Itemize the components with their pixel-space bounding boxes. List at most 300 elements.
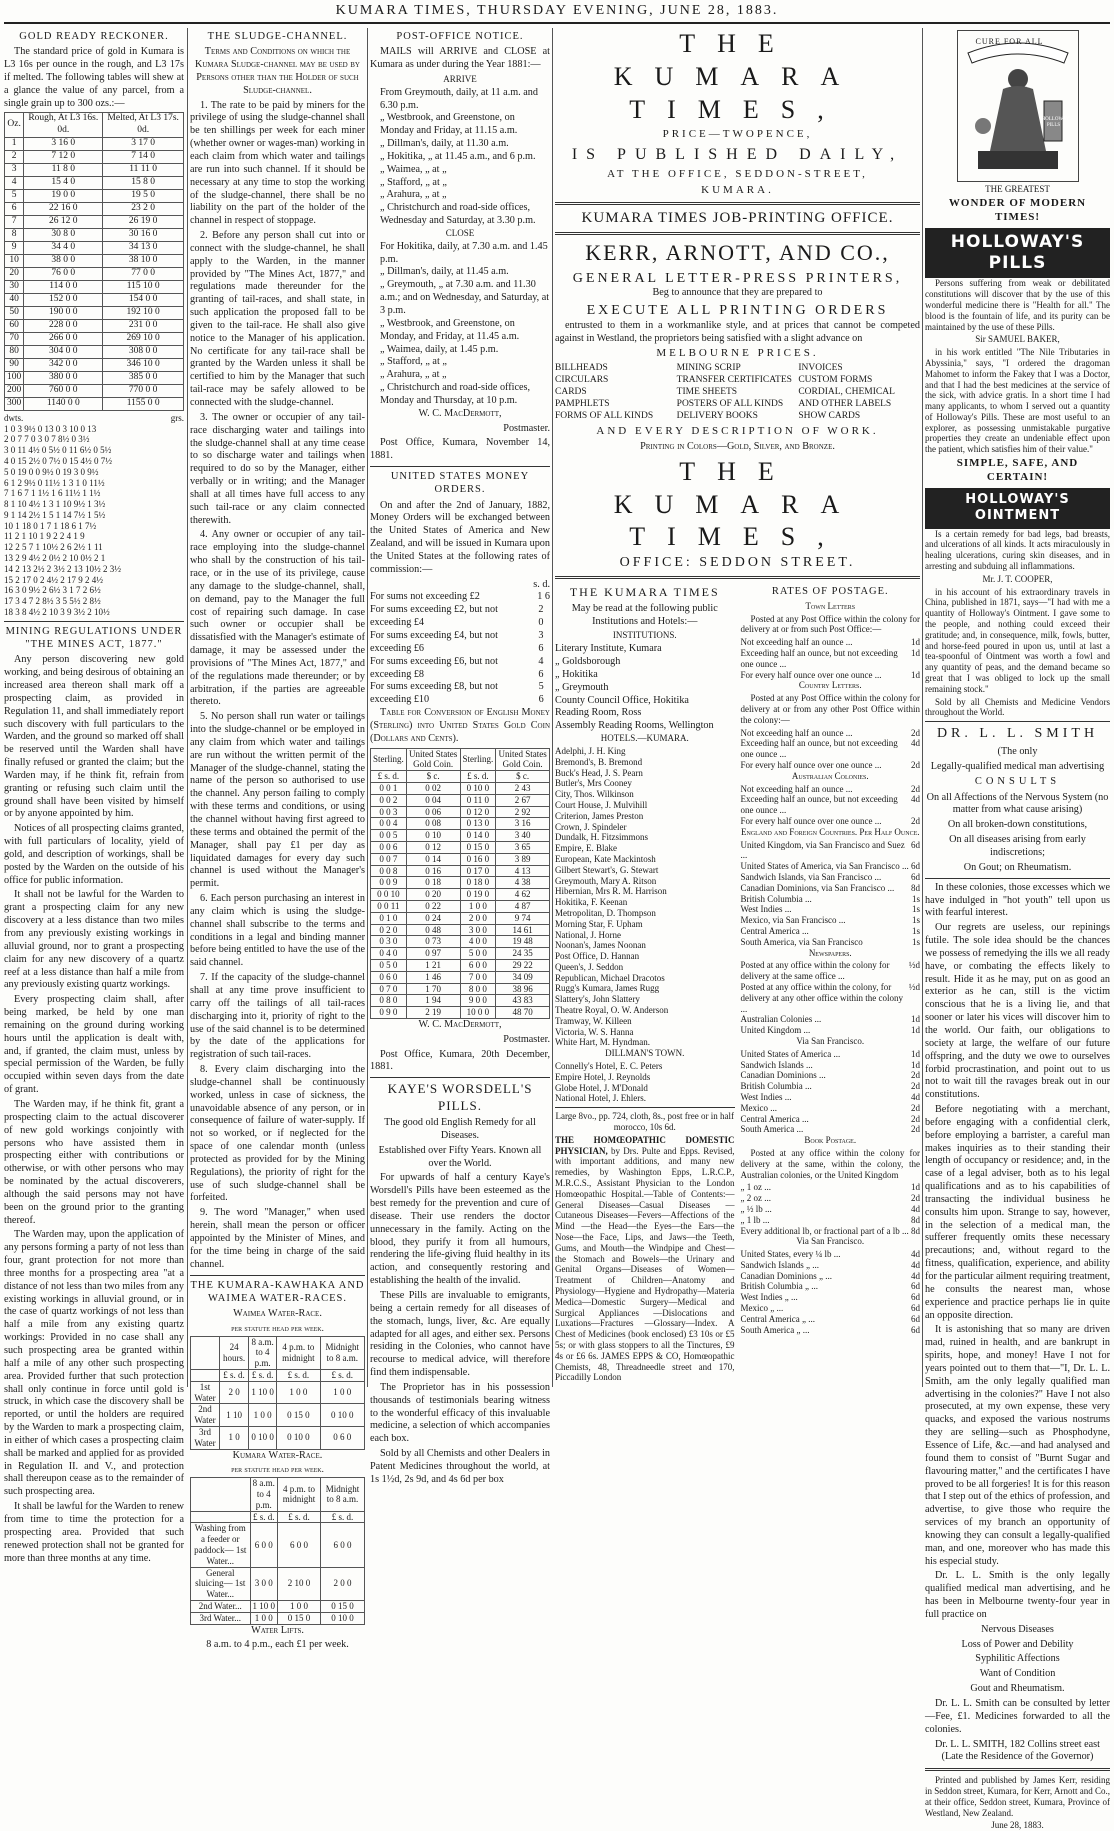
paper-office-2: OFFICE: SEDDON STREET. (619, 555, 856, 571)
table-cell: 0 08 (406, 818, 460, 830)
rate-value: 2d (911, 1113, 920, 1124)
table-cell: 1 10 0 (250, 1600, 278, 1612)
list-item: National, J. Horne (555, 929, 621, 940)
table-row (371, 877, 550, 889)
table-cell: 10 (5, 255, 24, 268)
paper-title-2: THE KUMARA TIMES, (613, 456, 862, 552)
rate-label: „ 1 lb ... (740, 1214, 770, 1225)
rate-value: 1s (911, 915, 920, 926)
list-item: European, Kate Mackintosh (555, 853, 656, 864)
table-cell: 0 19 0 (460, 889, 496, 901)
rate-row (741, 760, 921, 771)
table-cell: 114 0 0 (24, 281, 103, 294)
kaye-paragraph: Sold by all Chemists and other Dealers in Patent Medicines throughout the world, at 1s 1½d, 2s 9d, and 4s 6d per box (370, 1448, 550, 1485)
table-cell: 770 0 0 (103, 384, 184, 397)
rate-label: „ 1 oz ... (740, 1182, 771, 1193)
table-cell: 0 0 2 (371, 794, 407, 806)
table-cell: 6 0 0 (460, 959, 496, 971)
sludge-paragraph: 8. Every claim discharging into the sludge-channel shall be continuously worked, unless in case of sickness, the unavoidable absence of any person, or in consequence of failure of water-supply. If not so worked, or if neglected for the space of one calendar month (unless protected as provided for by the Mining Regulations), the priority of right for the use of such sludge-channel shall be forfeited. (190, 1064, 365, 1204)
rate-label: West Indies ... (740, 1091, 792, 1102)
table-cell: 0 12 0 (460, 806, 496, 818)
list-item: Dundalk, H. Fitzsimmons (555, 832, 649, 843)
table-row (371, 830, 550, 842)
consult-line: On Gout; on Rheumatism. (963, 861, 1072, 873)
table-row (371, 936, 550, 948)
rate-row (741, 1249, 921, 1260)
waimea-rate-title: Waimea Water-Race. (233, 1307, 322, 1319)
table-header: United States Gold Coin. (406, 748, 460, 771)
paper-town: KUMARA. (701, 184, 774, 197)
table-row (5, 306, 184, 319)
rate-label: Central America ... (740, 925, 809, 936)
table-header: Midnight to 8 a.m. (321, 1478, 365, 1511)
rate-value: 6d (911, 1313, 920, 1324)
kaye-paragraph: The Proprietor has in his possession thousands of testimonials bearing witness to the wonderful efficacy of this invaluable medicine, a selection of which accompanies each box. (370, 1381, 550, 1445)
table-cell: £ s. d. (371, 771, 407, 783)
table-cell: 10 0 0 (460, 1007, 496, 1019)
every-additional-value: 8d (911, 1225, 920, 1236)
rate-row (741, 1325, 921, 1336)
rate-row (741, 1260, 921, 1271)
rate-value: 1d (911, 637, 920, 648)
kaye-pills-title: KAYE'S WORSDELL'S PILLS. (387, 1081, 533, 1113)
table-row (371, 924, 550, 936)
table-cell: 7 0 0 (460, 971, 496, 983)
rate-label: British Columbia „ ... (740, 1281, 818, 1292)
table-cell: 1 46 (406, 971, 460, 983)
table-cell: 0 13 0 (460, 818, 496, 830)
rate-row (741, 894, 921, 905)
baker-text: in his work entitled "The Nile Tributaries in Abyssinia," says, "I ordered the dragoman Mahomet to inform the Fakey that I was a Doctor, and that I had the best medicines at the service of the sick, with advice gratis. In a short time I had many applicants, to whom I served out a quantity of Holloway's Pills. These are most useful to an explorer, as possessing unmistakable purgative properties they create an undeniable effect upon the patient, which satisfies him of their value." (925, 347, 1110, 455)
table-cell: 0 0 9 (371, 877, 407, 889)
table-cell: 0 5 0 (371, 959, 407, 971)
table-cell: 1155 0 0 (103, 397, 184, 410)
rate-label: Exceeding half an ounce, but not exceeding one ounce ... (740, 738, 898, 760)
table-cell: 20 (5, 268, 24, 281)
list-item: Globe Hotel, J. M'Donald (555, 1082, 648, 1093)
list-item: Hokitika, F. Keenan (555, 897, 628, 908)
table-row (371, 853, 550, 865)
table-row (5, 281, 184, 294)
rate-row (741, 1303, 921, 1314)
mining-paragraph: Notices of all prospecting claims granted, with full particulars of locality, yield of gold, and description of workings, shall be posted by the Warden on the outside of his office for public information. (4, 823, 184, 886)
table-header-row (191, 1336, 365, 1369)
table-cell: 0 11 0 (460, 794, 496, 806)
dwts-row: 13 2 9 4½ 2 0½ 2 10 0½ 2 1 (4, 553, 106, 564)
rate-row (741, 794, 921, 816)
printing-item: BILLHEADS (555, 363, 608, 374)
rate-label: South America „ ... (740, 1324, 810, 1335)
rate-label: Posted at any office within the colony for delivery at the same office ... (740, 960, 890, 982)
table-cell: 8 (5, 229, 24, 242)
rate-label: Australian Colonies ... (740, 1014, 822, 1025)
table-cell: 50 (5, 306, 24, 319)
table-row (5, 203, 184, 216)
cooper-text: in his account of his extraordinary travels in China, published in 1871, says—"I had with me a quantity of Holloway's Ointment. I gave some to the people, and nothing could exceed their gratitude; and, in consequence, milk, fowls, butter, and horse-feed poured in upon us, until at last a tea-spoonful of Ointment was worth a fowl and any quantity of peas, and the demand became so great that I was obliged to lock up the small remaining stock." (925, 586, 1110, 694)
rate-label: For sums not exceeding £2 (370, 591, 480, 603)
homeo-text: by Drs. Pulte and Epps. Revised, with important additions, and many new remedies, by Washington Epps, L.R.C.P., M.R.C.S., Assistant Physician to the London Homœopathic Hospital.—Table of Contents:—General Diseases—Casual Diseases — Cutaneous Diseases—Fevers—Affections of the Mind —the Head—the Eyes—the Ears—the Nose—the Face, Lips, and Jaws—the Teeth, Gums, and Mouth—the Windpipe and Chest—the Stomach and Bowels—the Urinary and Genital Organs—Diseases of Women—Treatment of Children—Anatomy and Physiology—Hygiene and Hydropathy—Materia Medica—Domestic Surgery—Medical and Surgical Appliances —Dislocations and Luxations—Fractures —Glossary—Index. A Chest of Medicines (book enclosed) £3 10s or £5 5s; or with glass stoppers to all the Tinctures, £9 4s or £6 6s. JAMES EPPS & CO, Homœopathic Chemists, 48, Threadneedle street and 170, Piccadilly London (555, 1145, 735, 1383)
table-cell: 228 0 0 (24, 319, 103, 332)
table-cell: 24 35 (496, 948, 550, 960)
table-row (371, 971, 550, 983)
rate-value: 1d (911, 648, 920, 659)
column-gold-reckoner (4, 28, 184, 1564)
table-row (371, 841, 550, 853)
list-item: Butler's, Mrs Cooney (555, 778, 632, 789)
per-head-label: per statute head per week. (231, 1322, 324, 1333)
table-row (191, 1426, 365, 1449)
table-cell: 3 16 0 (24, 138, 103, 151)
list-item: Reading Room, Ross (555, 707, 642, 719)
table-cell: 6 0 0 (321, 1523, 365, 1567)
rate-label: United Kingdom ... (740, 1025, 811, 1036)
sludge-paragraph: 9. The word "Manager," when used herein, shall mean the person or officer appointed by the Minister of Mines, and for the time being in charge of the said channel. (190, 1207, 365, 1270)
table-header: 4 p.m. to midnight (277, 1336, 320, 1369)
column-divider (922, 28, 923, 1387)
rate-value: 5 6 (538, 681, 544, 706)
rate-value: 4d (911, 1091, 920, 1102)
list-item: National Hotel, J. Ehlers. (555, 1093, 646, 1104)
rate-label: Sandwich Islands, via San Francisco ... (740, 872, 882, 882)
column-divider (552, 28, 553, 1387)
table-cell: 8 0 0 (460, 983, 496, 995)
table-cell: 300 (5, 397, 24, 410)
rate-value: 8d (911, 1214, 920, 1225)
print-date: June 28, 1883. (991, 1820, 1044, 1831)
baker-head: Sir SAMUEL BAKER, (975, 334, 1060, 345)
table-header (191, 1478, 251, 1511)
rate-row (741, 960, 921, 982)
list-item: Post Office, D. Hannan (555, 951, 640, 962)
entrusted-text: entrusted to them in a workmanlike style, and at prices that cannot be competed against in Westland, the proprietors being satisfied with a slight advance on (555, 319, 920, 344)
holloway-emblem (957, 30, 1079, 182)
table-cell: 2 0 0 (460, 912, 496, 924)
table-cell: 0 17 0 (460, 865, 496, 877)
table-cell: 38 10 0 (103, 255, 184, 268)
rate-row (741, 926, 921, 937)
country-intro: Posted at any Post Office within the colony for delivery at or from any other Post Office within the colony:— (740, 693, 920, 725)
dillman-label: DILLMAN'S TOWN. (605, 1048, 685, 1059)
table-header: Rough, At L3 16s. 0d. (24, 113, 103, 138)
rate-value: 4d (911, 1259, 920, 1270)
list-item: Queen's, J. Seddon (555, 961, 624, 972)
table-cell: 231 0 0 (103, 319, 184, 332)
list-item: Metropolitan, D. Thompson (555, 907, 656, 918)
table-cell: 1 0 0 (320, 1381, 364, 1404)
smith-title: DR. L. L. SMITH (936, 726, 1099, 742)
cooper-head: Mr. J. T. COOPER, (982, 573, 1053, 584)
rates-postage-title: RATES OF POSTAGE. (771, 585, 889, 597)
table-row (371, 806, 550, 818)
rate-row (741, 738, 921, 760)
money-orders-title: UNITED STATES MONEY ORDERS. (390, 471, 530, 496)
dwts-header: dwts. (4, 412, 24, 423)
arrive-item: „ Hokitika, „ at 11.45 a.m., and 6 p.m. (380, 150, 536, 162)
table-cell: 0 24 (406, 912, 460, 924)
rate-value: 1s (911, 893, 920, 904)
hotels-label: HOTELS.—KUMARA. (600, 733, 689, 744)
table-cell: 30 16 0 (103, 229, 184, 242)
table-row (5, 229, 184, 242)
table-row (5, 138, 184, 151)
rate-label: British Columbia ... (740, 1081, 812, 1092)
arrive-item: „ Stafford, „ at „ (380, 176, 447, 188)
table-cell: 1 70 (406, 983, 460, 995)
beg-announce: Beg to announce that they are prepared to (652, 287, 823, 299)
rate-row (741, 1271, 921, 1282)
rate-row (741, 728, 921, 739)
table-row (371, 794, 550, 806)
sludge-paragraph: 2. Before any person shall cut into or connect with the sludge-channel, he shall apply to the Warden, in the manner provided by "The Mines Act, 1877," and regulations made thereunder for the granting of tail-races, and shall state, in such application the proposed fall to be given to the tail-race. He shall also give notice to the Manager of his application. No certificate for any tail-race shall be granted by the Warden unless it shall be certified to him by the Manager that such tail-race may be safely allowed to be connected with the sludge-channel. (190, 230, 365, 408)
newspapers-label: Newspapers. (808, 947, 852, 958)
column-divider (187, 28, 188, 1387)
printing-item: DELIVERY BOOKS (676, 411, 758, 422)
table-cell: 308 0 0 (103, 345, 184, 358)
mining-paragraph: It shall be lawful for the Warden to renew from time to time the protection for a prospecting area. Provided that such renewed protection shall not be granted for more than three months at any time. (4, 1501, 184, 1564)
table-cell: 15 8 0 (103, 177, 184, 190)
list-item: White Hart, M. Hyndman. (555, 1037, 650, 1048)
rate-label: South America ... (740, 1124, 804, 1135)
emblem-motto: CURE FOR ALL (975, 37, 1044, 46)
table-row (5, 190, 184, 203)
table-cell: 2 92 (496, 806, 550, 818)
table-cell: 26 19 0 (103, 216, 184, 229)
rate-row (741, 883, 921, 894)
dwts-row: 11 2 1 10 1 9 2 2 4 1 9 (4, 531, 85, 542)
table-row (5, 332, 184, 345)
rate-value: 6d (911, 1324, 920, 1335)
printing-item: FORMS OF ALL KINDS (555, 411, 654, 422)
post-intro: MAILS will ARRIVE and CLOSE at Kumara as under during the Year 1881:— (370, 46, 550, 71)
table-cell: 1 0 (219, 1426, 248, 1449)
rate-label: Mexico ... (740, 1102, 777, 1113)
kt-read-head: THE KUMARA TIMES (569, 584, 720, 599)
rate-value: 2d (911, 1081, 920, 1092)
table-row (5, 345, 184, 358)
holloway-ointment-banner: HOLLOWAY'S OINTMENT (925, 488, 1110, 529)
printing-item: CARDS (555, 387, 587, 398)
close-item: „ Arahura, „ at „ (380, 369, 447, 381)
smith-paragraph: Our regrets are useless, our repinings futile. The sole idea should be the chances we possess of remedying the ills we all ready have, or combating the effects likely to result. Hide it as he may, put on as good an exterior as he can, still is the victim conscious that he is a living lie, and that sooner or later his vices will discover him to the world. Our faith, our obligations to society at large, the welfare of our future offspring, and the duty we owe to ourselves forbid procrastination, and point out to us not to wait till the ravages break out in our constitutions. (925, 922, 1110, 1101)
table-row (5, 177, 184, 190)
rate-row (741, 1070, 921, 1081)
mining-paragraph: Every prospecting claim shall, after being marked, be held by one man remaining on the ground during working hours until the application is dealt with, and, if granted, the claim must, unless by special permission of the Warden, be fully occupied within seven days from the date of grant. (4, 994, 184, 1096)
printed-by: Printed and published by James Kerr, residing in Seddon street, Kumara, for Kerr, Arnott and Co., at their office, Seddon street, Kumara, Province of Westland, New Zealand. (925, 1775, 1110, 1818)
table-cell: 9 (5, 242, 24, 255)
printing-item: CORDIAL, CHEMICAL (798, 387, 895, 398)
list-item: Assembly Reading Rooms, Wellington (555, 720, 714, 732)
table-row (191, 1370, 365, 1382)
table-cell: 0 73 (406, 936, 460, 948)
via-sf: Via San Francisco. (796, 1035, 865, 1046)
table-row (5, 294, 184, 307)
rate-value: 4 6 (538, 655, 544, 680)
dwts-row: 14 2 13 2½ 2 3½ 2 13 10½ 2 3½ (4, 563, 121, 574)
column-post-office (370, 28, 550, 1485)
table-cell: 80 (5, 345, 24, 358)
waimea-table (190, 1336, 365, 1450)
consult-line: On all Affections of the Nervous System (no matter from what cause arising) (926, 791, 1109, 816)
table-cell: 1 (5, 138, 24, 151)
paper-title: THE KUMARA TIMES, (613, 29, 862, 124)
table-cell: 2 67 (496, 794, 550, 806)
sludge-paragraph: 4. Any owner or occupier of any tail-race employing into the sludge-channel who shall by the construction of his tail-race, or in the use of its privilege, cause any damage to the sludge-channel, shall, on demand, pay to the Manager the full cost of repairing such damage. In case such owner or occupier shall be dissatisfied with the Manager's estimate of damage, it may be assessed under the provisions of "The Mines Act, 1877," and of the regulations made thereunder; or by arbitration, if the parties are agreeable thereto. (190, 529, 365, 708)
table-header: United States Gold Coin. (496, 748, 550, 771)
rate-row (741, 1025, 921, 1036)
table-cell: 11 8 0 (24, 164, 103, 177)
table-row (371, 995, 550, 1007)
table-row (5, 151, 184, 164)
table-cell: 1 0 0 (278, 1600, 321, 1612)
rate-row (741, 1204, 921, 1215)
kaye-subtitle-2: Established over Fifty Years. Known all over the World. (378, 1144, 542, 1169)
dwts-row: 3 0 11 4½ 0 5½ 0 11 6½ 0 5½ (4, 445, 112, 456)
table-cell: 60 (5, 319, 24, 332)
rate-value: 2d (911, 1102, 920, 1113)
close-item: „ Westbrook, and Greenstone, on Monday, and Friday, at 11.45 a.m. (380, 317, 520, 342)
table-cell: 0 7 0 (371, 983, 407, 995)
table-cell: 0 6 0 (320, 1426, 364, 1449)
list-item: Slattery's, John Slattery (555, 994, 640, 1005)
dwts-row: 1 0 3 9½ 0 13 0 3 10 0 13 (4, 423, 97, 434)
rate-value: 1d (911, 669, 920, 680)
table-cell: 7 (5, 216, 24, 229)
sludge-paragraph: 1. The rate to be paid by miners for the privilege of using the sludge-channel shall be ten shillings per week for each miner (whether owner or wages-man) working in each claim from which water and tailings are run into such channel. If it should be necessary at any time to stop the working of the sludge-channel, there shall be no liability on the part of the holder of the channel in respect of stoppage. (190, 99, 365, 227)
rate-row (741, 637, 921, 648)
rate-row (370, 656, 550, 682)
list-item: Criterion, James Preston (555, 810, 644, 821)
table-cell: 0 48 (406, 924, 460, 936)
rate-label: Central America „ ... (740, 1313, 815, 1324)
table-cell: 3rd Water (191, 1426, 220, 1449)
rate-label: For sums exceeding £2, but not exceeding £4 (370, 604, 498, 629)
rate-row (370, 591, 550, 604)
table-cell: 3 17 0 (103, 138, 184, 151)
every-additional: Every additional lb, or fractional part of a lb ... (740, 1225, 909, 1236)
table-cell: 90 (5, 358, 24, 371)
table-cell: 0 4 0 (371, 948, 407, 960)
smith-legal: Legally-qualified medical man advertising (930, 760, 1105, 772)
postmaster-role: Postmaster. (503, 422, 550, 434)
rate-row (741, 982, 921, 1014)
rate-value: 2d (911, 760, 920, 771)
table-cell: 269 10 0 (103, 332, 184, 345)
money-intro: On and after the 2nd of January, 1882, Money Orders will be exchanged between the United States of America and New Zealand, and will be issued in Kumara upon the United States at the following rates of commission:— (370, 499, 550, 575)
table-cell: 6 (5, 203, 24, 216)
smith-only: (The only (997, 745, 1038, 757)
rate-label: United States of America, via San Francisco ... (740, 861, 909, 872)
table-cell: 7 12 0 (24, 151, 103, 164)
rate-row (741, 816, 921, 827)
rate-label: For every half ounce over one ounce ... (740, 669, 882, 680)
post-office-title: POST-OFFICE NOTICE. (396, 31, 524, 42)
list-item: Noonan's, James Noonan (555, 940, 646, 951)
table-row (191, 1523, 365, 1567)
mining-paragraph: The Warden may, upon the application of any persons forming a party of not less than four, grant protection for not more than three months for a prospecting area "at a distance of not less than two miles from any existing workings in alluvial ground, or in the case of quartz workings of not less than half a mile from any existing quartz workings: Provided in no case shall any such prospecting area be granted within half a mile of any other such prospecting area. Provided further that such protection shall only continue in force until gold is struck, in which case the discovery shall be reported, or until the holders are required by the Warden to mark a prospecting claim, in either of which cases a prospecting claim shall be marked and applied for as provided in Regulation II. and V., and protection shall thereupon cease as to the remainder of such prospecting area. (4, 1229, 184, 1498)
table-cell: £ s. d. (219, 1370, 248, 1382)
table-cell (191, 1370, 220, 1382)
per-head-label: per statute head per week. (231, 1464, 324, 1475)
sludge-paragraph: 3. The owner or occupier of any tail-race discharging water and tailings into the sludge-channel shall at any time cease to so discharge water and tailings when required to do so by the Manager, either verbally or in writing; and the Manager shall at all times have full access to any such tail-race or any claim connected therewith. (190, 411, 365, 526)
rate-value: 4d (911, 794, 920, 805)
table-cell: 3 89 (496, 853, 550, 865)
table-cell: 0 10 0 (249, 1426, 277, 1449)
list-item: „ Goldsborough (555, 656, 621, 668)
table-row (5, 268, 184, 281)
conversion-table (370, 748, 550, 1019)
table-header: Melted, At L3 17s. 0d. (103, 113, 184, 138)
table-cell: 0 16 (406, 865, 460, 877)
table-row (5, 216, 184, 229)
table-cell: 266 0 0 (24, 332, 103, 345)
mining-paragraph: The Warden may, if he think fit, grant a prospecting claim to the actual discoverer of new gold workings conjointly with persons who have assisted them in prospecting either with contributions or otherwise, or with other persons who may be nominated by the actual discoverers, although the said persons may not have been on the ground prior to the granting thereof. (4, 1098, 184, 1226)
list-item: „ Hokitika (555, 668, 598, 680)
smith-paragraph: Dr. L. L. Smith is the only legally qualified medical man advertising, and he has been in Melbourne twenty-four year in full practice on (925, 1570, 1110, 1620)
table-cell: 1 21 (406, 959, 460, 971)
table-cell: 3 0 0 (460, 924, 496, 936)
list-item: „ Greymouth (555, 681, 609, 693)
table-cell: $ c. (496, 771, 550, 783)
rate-row (741, 1060, 921, 1071)
printing-item: TIME SHEETS (676, 387, 738, 398)
list-item: Tramway, W. Killeen (555, 1015, 632, 1026)
arrive-item: „ Arahura, „ at „ (380, 189, 447, 201)
table-row (5, 371, 184, 384)
table-cell: 2 0 0 (321, 1567, 365, 1600)
table-header-row (5, 113, 184, 138)
table-header: Midnight to 8 a.m. (320, 1336, 364, 1369)
table-cell: 0 15 0 (321, 1600, 365, 1612)
table-cell: 0 12 (406, 841, 460, 853)
list-item: Rugg's Kumara, James Rugg (555, 983, 660, 994)
table-row (5, 242, 184, 255)
table-cell: 1140 0 0 (24, 397, 103, 410)
table-cell: £ s. d. (320, 1370, 364, 1382)
sludge-title: THE SLUDGE-CHANNEL. (207, 31, 348, 42)
printing-item: TRANSFER CERTIFICATES (676, 375, 792, 386)
table-cell: 2nd Water (191, 1404, 220, 1427)
rate-label: British Columbia ... (740, 893, 812, 904)
rate-label: „ 2 oz ... (740, 1193, 771, 1204)
holloway-pills-banner: HOLLOWAY'S PILLS (925, 228, 1110, 279)
table-cell: 1 0 0 (460, 900, 496, 912)
table-cell: 152 0 0 (24, 294, 103, 307)
kumara-table (190, 1477, 365, 1624)
table-cell: 5 0 0 (460, 948, 496, 960)
rate-row (741, 1014, 921, 1025)
table-cell: 77 0 0 (103, 268, 184, 281)
table-cell: 6 0 0 (250, 1523, 278, 1567)
post-date: Post Office, Kumara, November 14, 1881. (370, 437, 550, 462)
kerr-arnott-heading: KERR, ARNOTT, AND CO., (585, 239, 890, 265)
book-postage: Book Postage. (804, 1135, 857, 1146)
smith-paragraph: Before negotiating with a merchant, before engaging with a confidential clerk, before employing a barrister, a careful man makes inquiries as to their standing their length of occupancy or residence; and, in the case of a legal adviser, both as to his legal qualifications and as to his capabilities of transacting the individual business he consults him upon. Strange to say, however, in the selection of a medical man, the sufferer frequently omits these necessary precautions; and, without regard to the fitness, qualification, experience, and ability for the particular ailment requiring treatment, he consults the nearest man, whose experience and practice perhaps lie in quite an opposite direction. (925, 1104, 1110, 1321)
table-cell: 2 43 (496, 782, 550, 794)
sold-text: Sold by all Chemists and Medicine Vendors throughout the World. (925, 696, 1110, 718)
list-item: Greymouth, Mary A. Ritson (555, 875, 657, 886)
table-cell: 29 22 (496, 959, 550, 971)
rate-value: 2d (911, 1124, 920, 1135)
list-item: County Council Office, Hokitika (555, 694, 689, 706)
table-cell: 2 0 (219, 1381, 248, 1404)
rate-row (741, 1081, 921, 1092)
smith-paragraph: It is astonishing that so many are driven mad, ruined in health, and are bankrupt in spirits, hope, and money! Have I not for years pointed out to them that—"I, Dr. L. L. Smith, am the only legally qualified man advertising in the colonies?" Have I not also prosecuted, at my own expense, these very quacks, and exposed the various nostrums they are selling—such as Phosphodyne, Essence of Life, &c.—and had analysed and found them to consist of "Burnt Sugar and flavouring matter," and the certificates I have proved to be all forgeries! It is for this reason that I step out of the ethics of profession, and advertise, to give those who require the services of my branch an opportunity of knowing they can consult a legally-qualified man, and one, moreover who has made this his especial study. (925, 1324, 1110, 1567)
rate-row (741, 915, 921, 926)
table-cell: 4 62 (496, 889, 550, 901)
column-sludge-channel (190, 28, 365, 1651)
gold-table-dwts (4, 424, 184, 618)
table-cell: 23 2 0 (103, 203, 184, 216)
